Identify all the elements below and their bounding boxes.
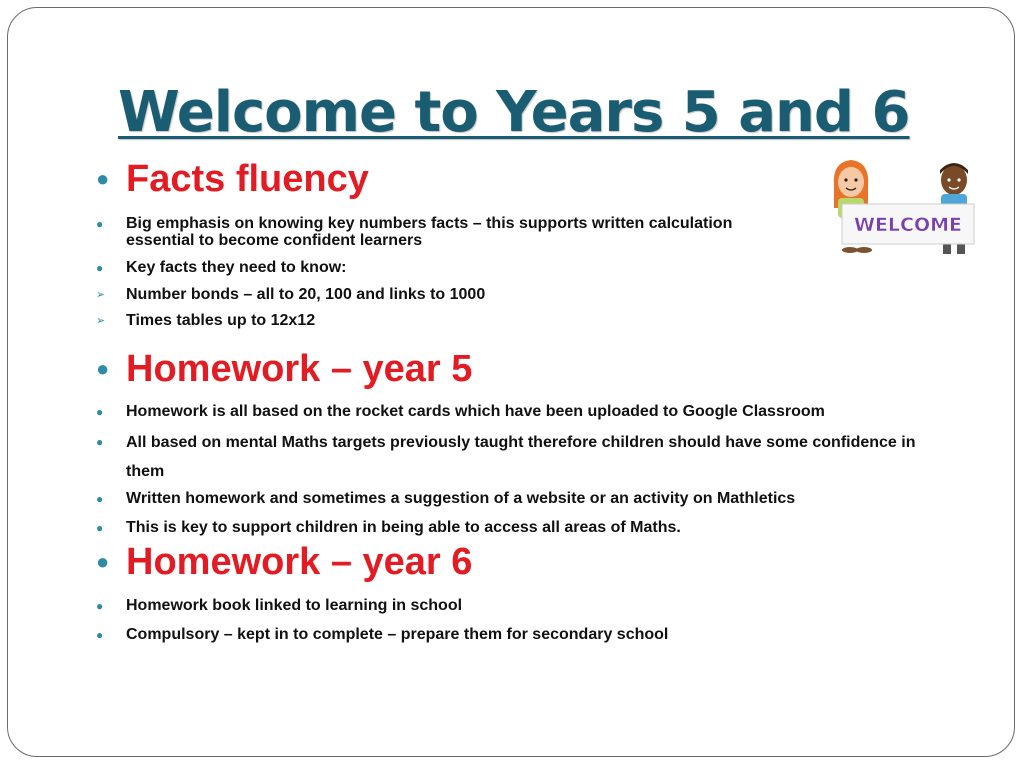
bullet-text: All based on mental Maths targets previously taught therefore children should have some confidence in them xyxy=(126,434,916,480)
slide-frame xyxy=(7,7,1015,757)
bullet-dot-icon: ● xyxy=(96,261,104,275)
bullet-dot-icon: ● xyxy=(96,435,104,449)
arrow-bullet-icon: ➢ xyxy=(96,315,106,327)
slide-title: Welcome to Years 5 and 6 xyxy=(118,80,910,145)
bullet-dot-icon: ● xyxy=(96,521,104,535)
bullet-text: Key facts they need to know: xyxy=(126,259,347,276)
arrow-bullet-icon: ➢ xyxy=(96,289,106,301)
arrow-bullet-item xyxy=(88,312,315,330)
bullet-item xyxy=(88,490,795,508)
bullet-item xyxy=(88,519,681,537)
bullet-item xyxy=(88,259,347,277)
bullet-dot-icon: ● xyxy=(96,492,104,506)
welcome-illustration xyxy=(824,158,984,258)
bullet-dot-icon: ● xyxy=(96,405,104,419)
bullet-continuation xyxy=(88,232,422,250)
bullet-item xyxy=(88,403,825,421)
bullet-text: Written homework and sometimes a suggestion of a website or an activity on Mathletics xyxy=(126,490,796,507)
bullet-item xyxy=(88,428,926,486)
bullet-item xyxy=(88,597,462,615)
bullet-text: Homework book linked to learning in school xyxy=(126,597,463,614)
bullet-text: Homework is all based on the rocket cards which have been uploaded to Google Classroom xyxy=(126,403,825,420)
bullet-text: Number bonds – all to 20, 100 and links to 1000 xyxy=(126,286,486,303)
bullet-text: Big emphasis on knowing key numbers facts – this supports written calculation xyxy=(126,215,733,232)
arrow-bullet-item xyxy=(88,286,485,304)
bullet-dot-icon: ● xyxy=(96,356,110,381)
section-heading-row xyxy=(88,543,472,581)
bullet-dot-icon: ● xyxy=(96,166,110,191)
section-heading-row xyxy=(88,160,369,198)
bullet-dot-icon: ● xyxy=(96,628,104,642)
bullet-text: This is key to support children in being able to access all areas of Maths. xyxy=(126,519,681,536)
section-heading: Homework – year 5 xyxy=(126,348,473,390)
bullet-text: essential to become confident learners xyxy=(126,232,423,249)
bullet-text: Compulsory – kept in to complete – prepare them for secondary school xyxy=(126,626,669,643)
section-heading: Homework – year 6 xyxy=(126,541,473,583)
bullet-dot-icon: ● xyxy=(96,599,104,613)
bullet-dot-icon: ● xyxy=(96,549,110,574)
bullet-item xyxy=(88,626,668,644)
section-heading: Facts fluency xyxy=(126,158,369,200)
welcome-banner-text: WELCOME xyxy=(853,214,963,236)
section-heading-row xyxy=(88,350,472,388)
bullet-dot-icon: ● xyxy=(96,217,104,231)
bullet-item xyxy=(88,215,732,233)
bullet-text: Times tables up to 12x12 xyxy=(126,312,316,329)
